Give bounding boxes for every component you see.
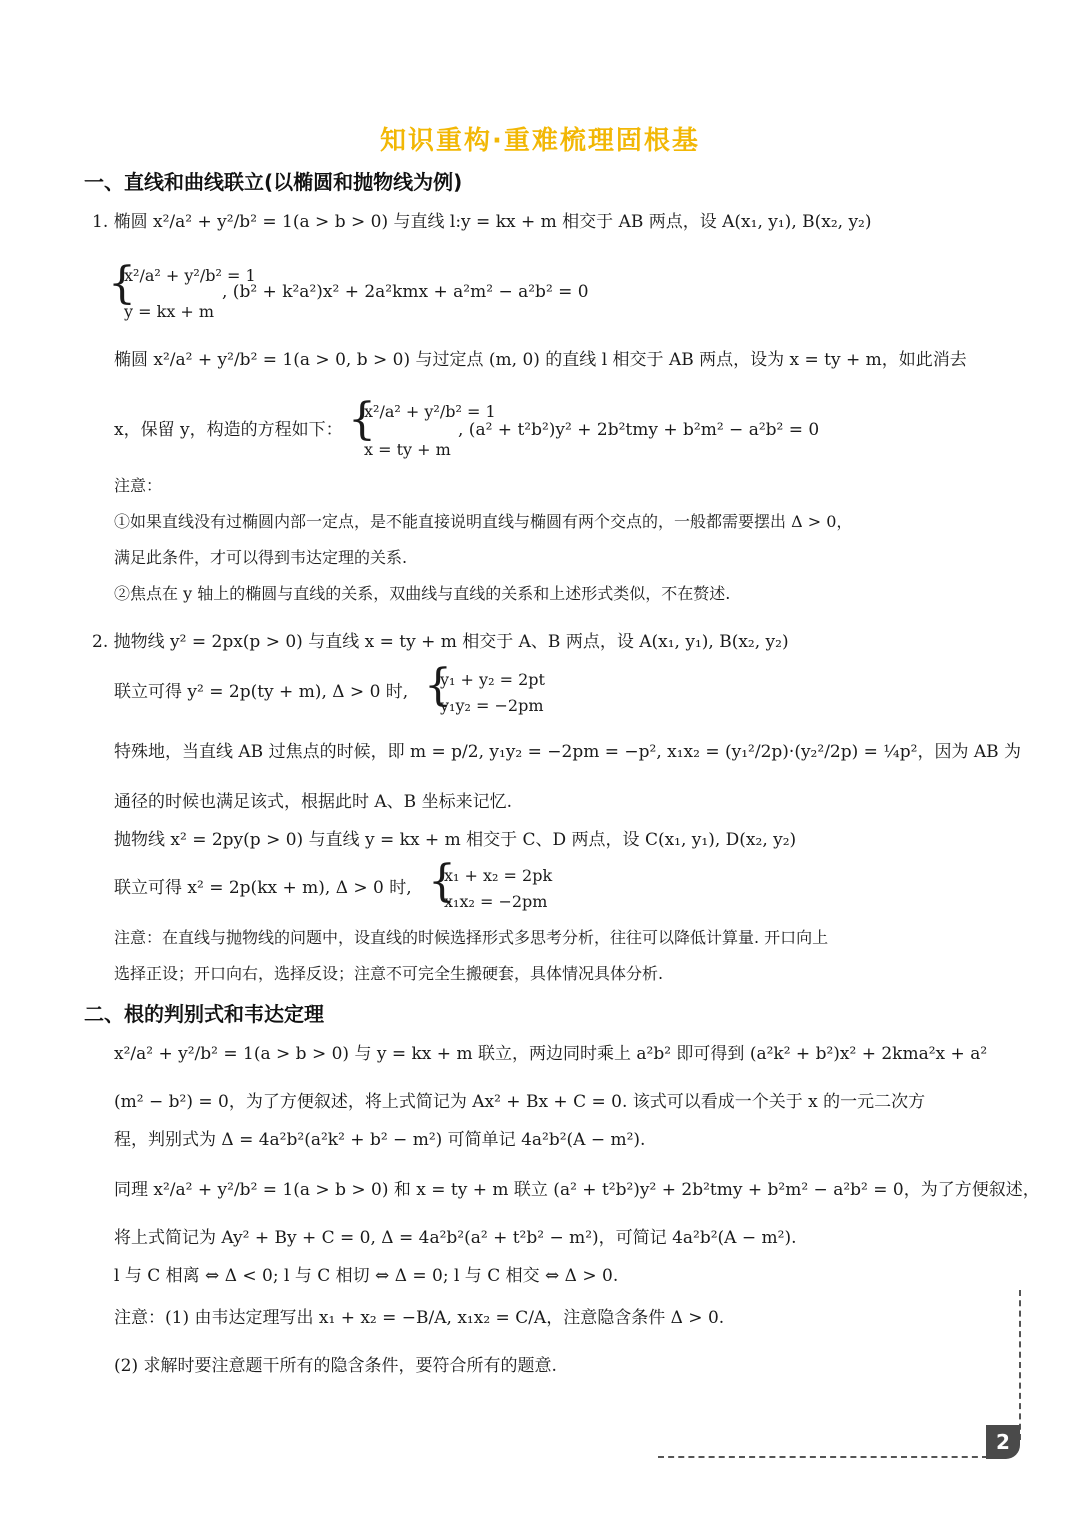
item2-line5: 抛物线 x² = 2py(p > 0) 与直线 y = kx + m 相交于 C、D 两点，设 C(x₁, y₁), D(x₂, y₂) xyxy=(114,830,797,850)
brace-1: { xyxy=(108,258,136,309)
section-heading-2: 二、根的判别式和韦达定理 xyxy=(84,1002,324,1026)
s2-line6: l 与 C 相离 ⇔ Δ < 0; l 与 C 相切 ⇔ Δ = 0; l 与 C 相交 ⇔ Δ > 0. xyxy=(114,1266,619,1286)
page-number: 2 xyxy=(986,1425,1020,1459)
system-2-result: , (a² + t²b²)y² + 2b²tmy + b²m² − a²b² = 0 xyxy=(458,420,820,440)
note-2: ②焦点在 y 轴上的椭圆与直线的关系，双曲线与直线的关系和上述形式类似，不在赘述. xyxy=(114,584,731,603)
item1-line3: x，保留 y，构造的方程如下： xyxy=(114,420,343,440)
item2-note-a: 注意：在直线与抛物线的问题中，设直线的时候选择形式多思考分析，往往可以降低计算量. 开口向上 xyxy=(114,928,829,947)
page-corner-dashed-vertical xyxy=(1019,1290,1021,1440)
item2-line1: 2. 抛物线 y² = 2px(p > 0) 与直线 x = ty + m 相交于 A、B 两点，设 A(x₁, y₁), B(x₂, y₂) xyxy=(92,632,789,652)
system-3-top: y₁ + y₂ = 2pt xyxy=(440,670,545,689)
item2-line3: 特殊地，当直线 AB 过焦点的时候，即 m = p/2, y₁y₂ = −2pm = −p², x₁x₂ = (y₁²/2p)·(y₂²/2p) = ¼p²，因为 AB 为 xyxy=(114,742,1022,762)
system-3-bottom: y₁y₂ = −2pm xyxy=(440,696,544,715)
s2-line8: (2) 求解时要注意题干所有的隐含条件，要符合所有的题意. xyxy=(114,1356,557,1376)
s2-line2: (m² − b²) = 0，为了方便叙述，将上式简记为 Ax² + Bx + C = 0. 该式可以看成一个关于 x 的一元二次方 xyxy=(114,1092,926,1112)
s2-line7: 注意：(1) 由韦达定理写出 x₁ + x₂ = −B/A, x₁x₂ = C/A，注意隐含条件 Δ > 0. xyxy=(114,1308,725,1328)
item1-line1: 1. 椭圆 x²/a² + y²/b² = 1(a > b > 0) 与直线 l:y = kx + m 相交于 AB 两点，设 A(x₁, y₁), B(x₂, y₂) xyxy=(92,212,872,232)
page-title: 知识重构·重难梳理固根基 xyxy=(380,126,700,156)
item2-line6: 联立可得 x² = 2p(kx + m), Δ > 0 时, xyxy=(114,878,412,898)
note-1a: ①如果直线没有过椭圆内部一定点，是不能直接说明直线与椭圆有两个交点的，一般都需要摆出 Δ > 0， xyxy=(114,512,853,531)
system-2-top: x²/a² + y²/b² = 1 xyxy=(364,402,496,421)
brace-2: { xyxy=(348,394,376,445)
note-1b: 满足此条件，才可以得到韦达定理的关系. xyxy=(114,548,408,567)
system-1-result: , (b² + k²a²)x² + 2a²kmx + a²m² − a²b² = 0 xyxy=(222,282,589,302)
section-heading-1: 一、直线和曲线联立(以椭圆和抛物线为例) xyxy=(84,170,463,194)
page-corner-dashed-horizontal xyxy=(658,1456,988,1458)
item1-line2: 椭圆 x²/a² + y²/b² = 1(a > 0, b > 0) 与过定点 (m, 0) 的直线 l 相交于 AB 两点，设为 x = ty + m，如此消去 xyxy=(114,350,967,370)
s2-line5: 将上式简记为 Ay² + By + C = 0, Δ = 4a²b²(a² + t²b² − m²)，可简记 4a²b²(A − m²). xyxy=(114,1228,797,1248)
system-1-bottom: y = kx + m xyxy=(124,302,215,321)
brace-4: { xyxy=(428,856,456,907)
s2-line1: x²/a² + y²/b² = 1(a > b > 0) 与 y = kx + m 联立，两边同时乘上 a²b² 即可得到 (a²k² + b²)x² + 2kma²x + a² xyxy=(114,1044,988,1064)
system-4-bottom: x₁x₂ = −2pm xyxy=(444,892,548,911)
item2-note-b: 选择正设；开口向右，选择反设；注意不可完全生搬硬套，具体情况具体分析. xyxy=(114,964,664,983)
item2-line2: 联立可得 y² = 2p(ty + m), Δ > 0 时, xyxy=(114,682,409,702)
system-4-top: x₁ + x₂ = 2pk xyxy=(444,866,553,885)
system-1-top: x²/a² + y²/b² = 1 xyxy=(124,266,256,285)
item2-line4: 通径的时候也满足该式，根据此时 A、B 坐标来记忆. xyxy=(114,792,512,812)
note-label: 注意： xyxy=(114,476,163,495)
brace-3: { xyxy=(424,660,452,711)
s2-line4: 同理 x²/a² + y²/b² = 1(a > b > 0) 和 x = ty + m 联立 (a² + t²b²)y² + 2b²tmy + b²m² − a²b² = 0，为了方便叙述， xyxy=(114,1180,1040,1200)
s2-line3: 程，判别式为 Δ = 4a²b²(a²k² + b² − m²) 可简单记 4a²b²(A − m²). xyxy=(114,1130,646,1150)
system-2-bottom: x = ty + m xyxy=(364,440,451,459)
